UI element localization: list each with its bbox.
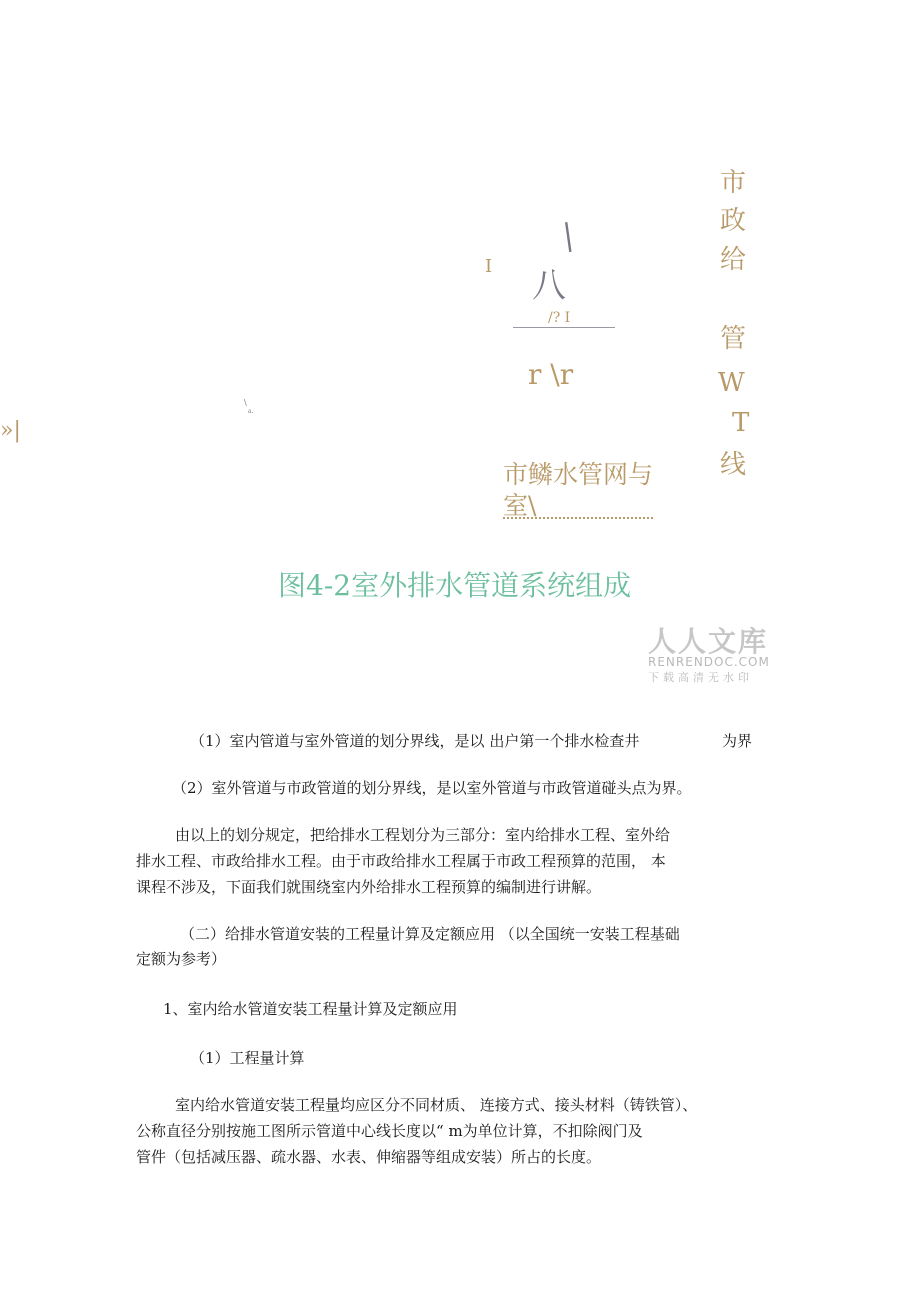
paragraph: 定额为参考）: [136, 950, 227, 968]
paragraph: （二）给排水管道安装的工程量计算及定额应用 （以全国统一安装工程基础: [180, 925, 680, 943]
paragraph: 课程不涉及，下面我们就围绕室内外给排水工程预算的编制进行讲解。: [136, 878, 602, 896]
paragraph: 为界: [722, 732, 753, 750]
figure-label-char: 市: [720, 168, 747, 198]
figure-fragment: 八: [532, 266, 566, 306]
figure-label-char: 管: [720, 324, 747, 354]
paragraph: （2）室外管道与市政管道的划分界线，是以室外管道与市政管道碰头点为界。: [172, 779, 692, 797]
figure-label-char: W: [718, 368, 745, 398]
watermark-tagline: 下载高清无水印: [648, 671, 753, 684]
figure-label-char: 政: [720, 206, 747, 236]
figure-fragment: »|: [0, 418, 21, 443]
figure-pipe-line: [513, 327, 615, 328]
figure-fragment: /? I: [548, 310, 571, 326]
figure-fragment: a.: [248, 408, 254, 415]
paragraph: 排水工程、市政给排水工程。由于市政给排水工程属于市政工程预算的范围， 本: [136, 852, 666, 870]
paragraph: 室内给水管道安装工程量均应区分不同材质、 连接方式、接头材料（铸铁管）、: [175, 1096, 698, 1114]
figure-label-char: 线: [720, 450, 747, 480]
figure-fragment: \: [244, 398, 247, 407]
figure-label: 市鳞水管网与: [503, 460, 654, 489]
figure-fragment: r \r: [528, 358, 574, 391]
paragraph: 管件（包括减压器、疏水器、水表、伸缩器等组成安装）所占的长度。: [136, 1148, 602, 1166]
figure-label: 室\: [503, 491, 537, 520]
paragraph: 由以上的划分规定，把给排水工程划分为三部分：室内给排水工程、室外给: [175, 826, 671, 844]
subsection-heading: （1）工程量计算: [190, 1049, 305, 1067]
watermark-url: RENRENDOC.COM: [648, 655, 770, 669]
figure-label-char: T: [732, 408, 750, 438]
watermark-logo: 人人文库: [648, 625, 769, 658]
figure-fragment: |: [560, 217, 576, 254]
section-heading: 1、室内给水管道安装工程量计算及定额应用: [163, 1000, 458, 1018]
figure-label-char: 给: [720, 245, 747, 275]
figure-fragment: I: [485, 256, 493, 277]
paragraph: （1）室内管道与室外管道的划分界线，是以 出户第一个排水检查井: [190, 732, 640, 750]
figure-caption: 图4-2室外排水管道系统组成: [278, 569, 632, 602]
paragraph: 公称直径分别按施工图所示管道中心线长度以“ m为单位计算，不扣除阀门及: [136, 1122, 643, 1140]
figure-cutoff-text: [503, 514, 653, 520]
